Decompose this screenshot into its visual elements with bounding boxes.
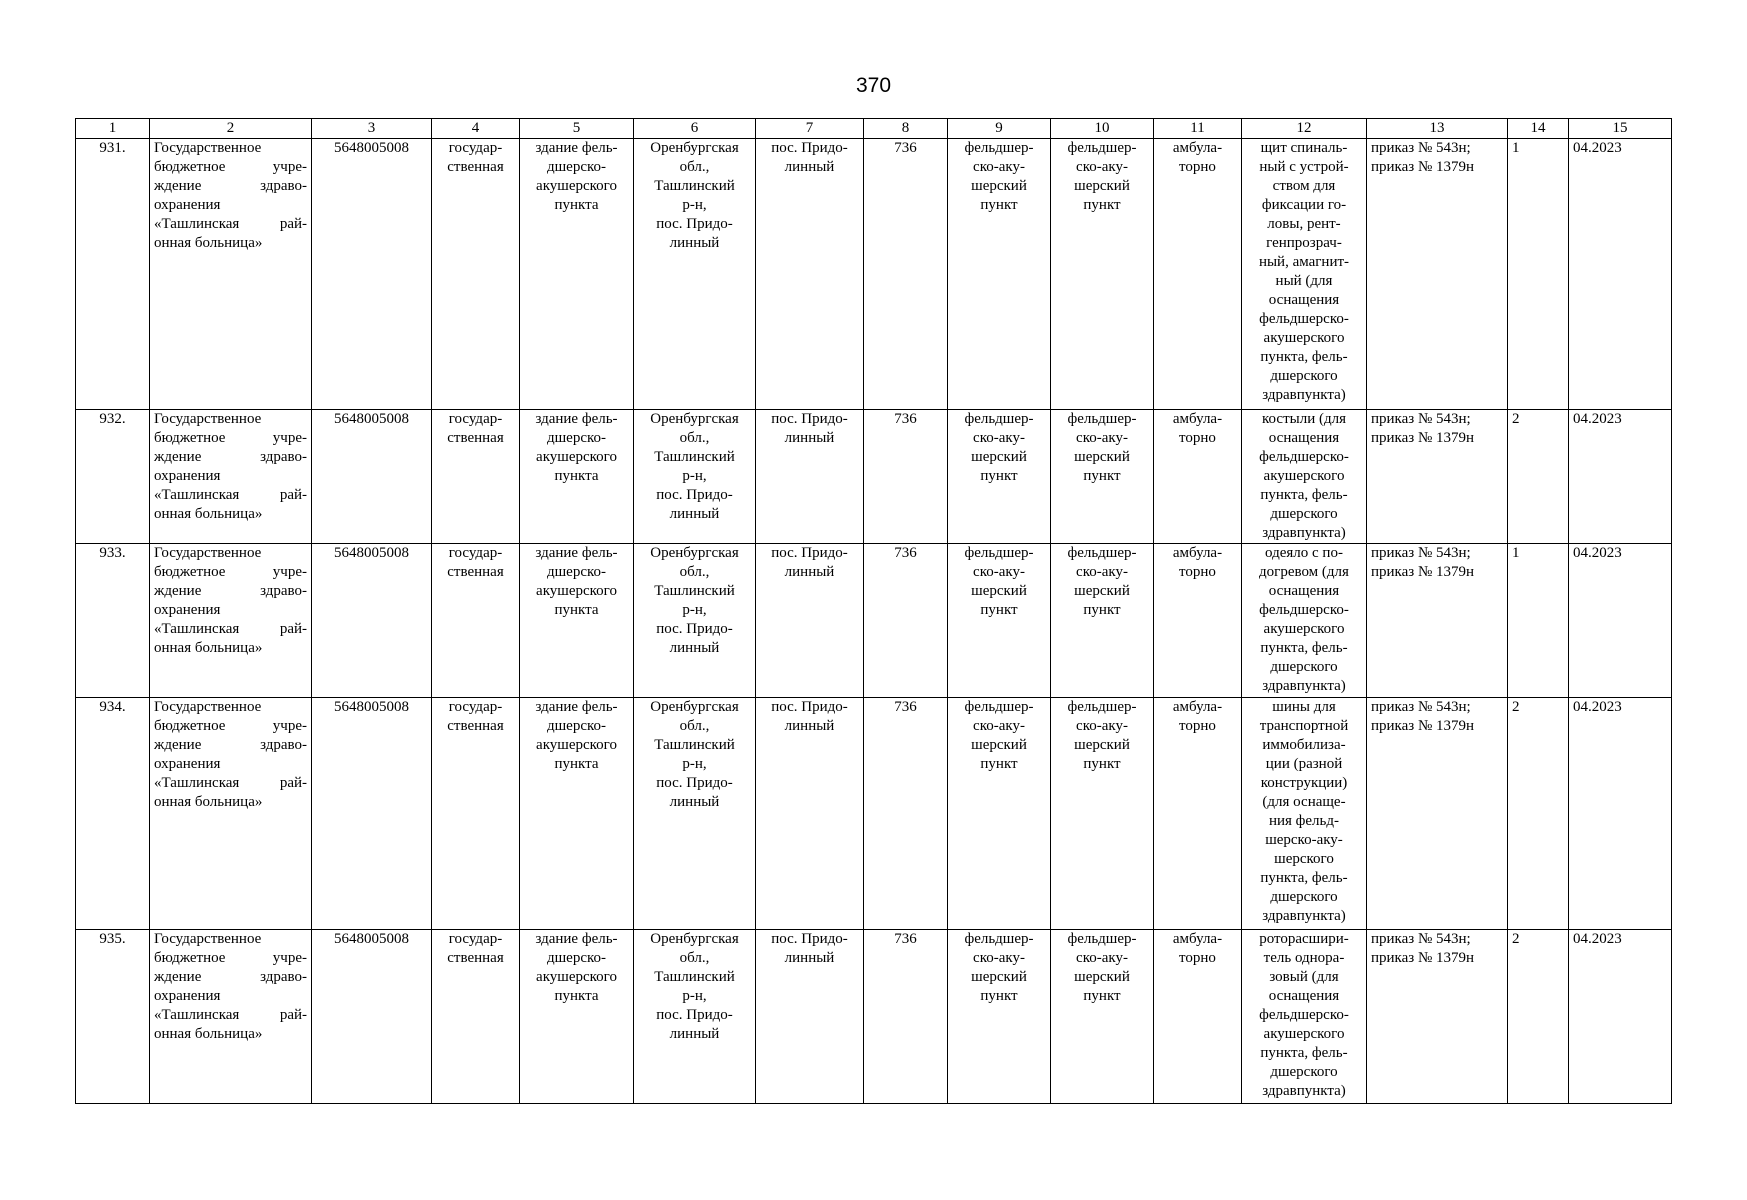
quantity-cell: 2 xyxy=(1508,930,1569,1104)
order-cell: приказ № 543н; приказ № 1379н xyxy=(1367,698,1508,930)
address-cell: Оренбургская обл., Ташлинский р-н, пос. Придо- линный xyxy=(634,544,756,698)
date-cell: 04.2023 xyxy=(1569,698,1672,930)
date-cell: 04.2023 xyxy=(1569,410,1672,544)
column-header: 13 xyxy=(1367,119,1508,139)
order-cell: приказ № 543н; приказ № 1379н xyxy=(1367,544,1508,698)
code-cell: 736 xyxy=(864,544,948,698)
ownership-cell: государ- ственная xyxy=(432,698,520,930)
table-row xyxy=(76,410,1672,544)
equipment-cell: щит спиналь- ный с устрой- ством для фиксации го- ловы, рент- генпрозрач- ный, амагнит- ный (для оснащения фельдшерско- акушерского пункта, фель- дшерского здравпункта) xyxy=(1242,139,1367,410)
column-header: 8 xyxy=(864,119,948,139)
locality-cell: пос. Придо- линный xyxy=(756,139,864,410)
inn-cell: 5648005008 xyxy=(312,930,432,1104)
date-cell: 04.2023 xyxy=(1569,930,1672,1104)
equipment-cell: одеяло с по- догревом (для оснащения фельдшерско- акушерского пункта, фель- дшерского здравпункта) xyxy=(1242,544,1367,698)
unit-type-cell: фельдшер- ско-аку- шерский пункт xyxy=(948,930,1051,1104)
building-cell: здание фель- дшерско- акушерского пункта xyxy=(520,698,634,930)
table-row xyxy=(76,139,1672,410)
unit-name-cell: фельдшер- ско-аку- шерский пункт xyxy=(1051,544,1154,698)
column-header: 9 xyxy=(948,119,1051,139)
ownership-cell: государ- ственная xyxy=(432,139,520,410)
row-number: 934. xyxy=(76,698,150,930)
row-number: 935. xyxy=(76,930,150,1104)
organization-name: Государственное бюджетное учре-ждение здраво-охранения «Ташлинская рай-онная больница» xyxy=(150,139,312,410)
care-form-cell: амбула- торно xyxy=(1154,930,1242,1104)
column-header: 2 xyxy=(150,119,312,139)
address-cell: Оренбургская обл., Ташлинский р-н, пос. Придо- линный xyxy=(634,139,756,410)
inn-cell: 5648005008 xyxy=(312,139,432,410)
row-number: 931. xyxy=(76,139,150,410)
column-header: 10 xyxy=(1051,119,1154,139)
ownership-cell: государ- ственная xyxy=(432,544,520,698)
column-header: 12 xyxy=(1242,119,1367,139)
building-cell: здание фель- дшерско- акушерского пункта xyxy=(520,410,634,544)
locality-cell: пос. Придо- линный xyxy=(756,544,864,698)
building-cell: здание фель- дшерско- акушерского пункта xyxy=(520,139,634,410)
equipment-cell: роторасшири- тель однора- зовый (для оснащения фельдшерско- акушерского пункта, фель- дшерского здравпункта) xyxy=(1242,930,1367,1104)
ownership-cell: государ- ственная xyxy=(432,930,520,1104)
building-cell: здание фель- дшерско- акушерского пункта xyxy=(520,544,634,698)
column-header: 5 xyxy=(520,119,634,139)
organization-name: Государственное бюджетное учре-ждение здраво-охранения «Ташлинская рай-онная больница» xyxy=(150,544,312,698)
unit-type-cell: фельдшер- ско-аку- шерский пункт xyxy=(948,139,1051,410)
row-number: 933. xyxy=(76,544,150,698)
code-cell: 736 xyxy=(864,930,948,1104)
code-cell: 736 xyxy=(864,410,948,544)
page-number: 370 xyxy=(855,74,892,97)
column-header: 1 xyxy=(76,119,150,139)
column-header: 14 xyxy=(1508,119,1569,139)
column-header: 15 xyxy=(1569,119,1672,139)
address-cell: Оренбургская обл., Ташлинский р-н, пос. Придо- линный xyxy=(634,930,756,1104)
column-header: 4 xyxy=(432,119,520,139)
equipment-registry-table xyxy=(75,118,1672,1104)
unit-type-cell: фельдшер- ско-аку- шерский пункт xyxy=(948,544,1051,698)
column-header: 11 xyxy=(1154,119,1242,139)
table-row xyxy=(76,698,1672,930)
quantity-cell: 1 xyxy=(1508,544,1569,698)
building-cell: здание фель- дшерско- акушерского пункта xyxy=(520,930,634,1104)
equipment-cell: шины для транспортной иммобилиза- ции (разной конструкции) (для оснаще- ния фельд- шерско-аку- шерского пункта, фель- дшерского здравпункта) xyxy=(1242,698,1367,930)
table-row xyxy=(76,930,1672,1104)
unit-name-cell: фельдшер- ско-аку- шерский пункт xyxy=(1051,930,1154,1104)
code-cell: 736 xyxy=(864,139,948,410)
quantity-cell: 2 xyxy=(1508,698,1569,930)
column-header: 7 xyxy=(756,119,864,139)
column-header: 6 xyxy=(634,119,756,139)
inn-cell: 5648005008 xyxy=(312,410,432,544)
locality-cell: пос. Придо- линный xyxy=(756,930,864,1104)
table-header-row xyxy=(76,119,1672,139)
column-header: 3 xyxy=(312,119,432,139)
inn-cell: 5648005008 xyxy=(312,544,432,698)
address-cell: Оренбургская обл., Ташлинский р-н, пос. Придо- линный xyxy=(634,410,756,544)
care-form-cell: амбула- торно xyxy=(1154,544,1242,698)
quantity-cell: 1 xyxy=(1508,139,1569,410)
quantity-cell: 2 xyxy=(1508,410,1569,544)
order-cell: приказ № 543н; приказ № 1379н xyxy=(1367,930,1508,1104)
care-form-cell: амбула- торно xyxy=(1154,410,1242,544)
care-form-cell: амбула- торно xyxy=(1154,139,1242,410)
unit-name-cell: фельдшер- ско-аку- шерский пункт xyxy=(1051,698,1154,930)
unit-type-cell: фельдшер- ско-аку- шерский пункт xyxy=(948,698,1051,930)
unit-type-cell: фельдшер- ско-аку- шерский пункт xyxy=(948,410,1051,544)
unit-name-cell: фельдшер- ско-аку- шерский пункт xyxy=(1051,410,1154,544)
table-row xyxy=(76,544,1672,698)
row-number: 932. xyxy=(76,410,150,544)
code-cell: 736 xyxy=(864,698,948,930)
equipment-cell: костыли (для оснащения фельдшерско- акушерского пункта, фель- дшерского здравпункта) xyxy=(1242,410,1367,544)
inn-cell: 5648005008 xyxy=(312,698,432,930)
order-cell: приказ № 543н; приказ № 1379н xyxy=(1367,139,1508,410)
organization-name: Государственное бюджетное учре-ждение здраво-охранения «Ташлинская рай-онная больница» xyxy=(150,698,312,930)
locality-cell: пос. Придо- линный xyxy=(756,410,864,544)
organization-name: Государственное бюджетное учре-ждение здраво-охранения «Ташлинская рай-онная больница» xyxy=(150,930,312,1104)
care-form-cell: амбула- торно xyxy=(1154,698,1242,930)
locality-cell: пос. Придо- линный xyxy=(756,698,864,930)
order-cell: приказ № 543н; приказ № 1379н xyxy=(1367,410,1508,544)
address-cell: Оренбургская обл., Ташлинский р-н, пос. Придо- линный xyxy=(634,698,756,930)
date-cell: 04.2023 xyxy=(1569,139,1672,410)
ownership-cell: государ- ственная xyxy=(432,410,520,544)
unit-name-cell: фельдшер- ско-аку- шерский пункт xyxy=(1051,139,1154,410)
organization-name: Государственное бюджетное учре-ждение здраво-охранения «Ташлинская рай-онная больница» xyxy=(150,410,312,544)
date-cell: 04.2023 xyxy=(1569,544,1672,698)
